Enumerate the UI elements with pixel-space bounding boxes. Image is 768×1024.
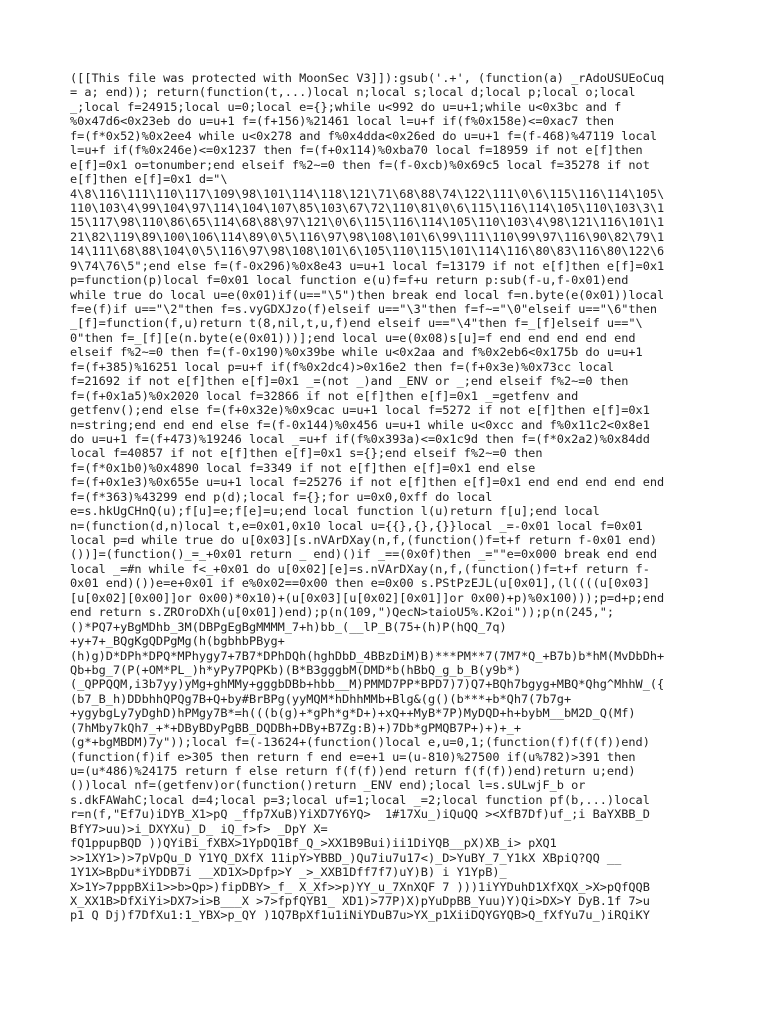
code-line: 0x01 end)())e=e+0x01 if e%0x02==0x00 then e=0x00 s.PStPzEJL(u[0x01],(l((((u[0x03] — [70, 576, 650, 591]
code-line: elseif f%2~=0 then f=(f-0x190)%0x39be while u<0x2aa and f%0x2eb6<0x175b do u=u+1 — [70, 345, 643, 360]
code-line: (g*+bgMBDM)7y"));local f=(-13624+(function()local e,u=0,1;(function(f)f(f(f))end) — [70, 735, 650, 750]
code-line: 14\111\68\88\104\0\5\116\97\98\108\101\6\105\110\115\101\114\116\80\83\116\80\122\6 — [70, 244, 665, 259]
code-line: _;local f=24915;local u=0;local e={};while u<992 do u=u+1;while u<0x3bc and f — [70, 99, 622, 114]
code-line: 4\8\116\111\110\117\109\98\101\114\118\121\71\68\88\74\122\111\0\6\115\116\114\105\ — [70, 186, 665, 201]
code-line: +ygybgLy7yDghD)hPMgy7B*=h(((b(g)+*gPh*g*D+)+xQ++MyB*7P)MyDQD+h+bybM__bM2D_Q(Mf) — [70, 706, 636, 721]
code-line: 21\82\119\89\100\106\114\89\0\5\116\97\98\108\101\6\99\111\110\99\97\116\90\82\79\1 — [70, 229, 665, 244]
code-line: e[f]=0x1 o=tonumber;end elseif f%2~=0 then f=(f-0xcb)%0x69c5 local f=35278 if not — [70, 157, 650, 172]
code-line: BfY7>uu)>i_DXYXu)_D_ iQ_f>f> _DpY X= — [70, 821, 328, 836]
code-line: [u[0x02][0x00]]or 0x00)*0x10)+(u[0x03][u[0x02][0x01]]or 0x00)+p)%0x100)));p=d+p;end — [70, 590, 665, 605]
code-line: f=(f*0x52)%0x2ee4 while u<0x278 and f%0x4dda<0x26ed do u=u+1 f=(f-468)%47119 local — [70, 128, 658, 143]
code-line: +y+7+_BQgKgQDPgMg(h(bgbhbPByg+ — [70, 634, 285, 649]
obfuscated-lua-code-block — [70, 71, 706, 923]
code-line: Qb+bg_7(P(+OM*PL_)h*yPy7PQPKb)(B*B3gggbM(DMD*b(hBbQ_g_b_B(y9b*) — [70, 662, 522, 677]
code-line: 9\74\76\5";end else f=(f-0x296)%0x8e43 u=u+1 local f=13179 if not e[f]then e[f]=0x1 — [70, 258, 665, 273]
code-line: r=n(f,"Ef7u)iDYB_X1>pQ _ffp7XuB)YiXD7Y6YQ> 1#17Xu_)iQuQQ ><XfB7Df)uf_;i BaYXBB_D — [70, 807, 650, 822]
code-line: do u=u+1 f=(f+473)%19246 local _=u+f if(f%0x393a)<=0x1c9d then f=(f*0x2a2)%0x84dd — [70, 431, 650, 446]
code-line: (b7_B_h)DDbhhQPQg7B+Q+by#BrBPg(yyMQM*hDhhMMb+Blg&(g()(b***+b*Qh7(7b7g+ — [70, 691, 572, 706]
code-line: l=u+f if(f%0x246e)<=0x1237 then f=(f+0x114)%0xba70 local f=18959 if not e[f]then — [70, 143, 643, 158]
code-line: = a; end)); return(function(t,...)local n;local s;local d;local p;local o;local — [70, 85, 636, 100]
code-line: end return s.ZROroDXh(u[0x01])end);p(n(109,")QecN>taioU5%.K2oi"));p(n(245,"; — [70, 605, 615, 620]
code-line: f=(f+0x1e3)%0x655e u=u+1 local f=25276 if not e[f]then e[f]=0x1 end end end end end — [70, 475, 665, 490]
code-line: f=e(f)if u=="\2"then f=s.vyGDXJzo(f)elseif u=="\3"then f=f~="\0"elseif u=="\6"then — [70, 302, 658, 316]
code-line: e=s.hkUgCHnQ(u);f[u]=e;f[e]=u;end local function l(u)return f[u];end local — [70, 504, 600, 519]
code-line: 110\103\4\99\104\97\114\104\107\85\103\67\72\110\81\0\6\115\116\114\105\110\103\3\1 — [70, 200, 665, 215]
code-line: (function(f)if e>305 then return f end e=e+1 u=(u-810)%27500 if(u%782)>391 then — [70, 749, 636, 764]
code-line: f=21692 if not e[f]then e[f]=0x1 _=(not _)and _ENV or _;end elseif f%2~=0 then — [70, 374, 629, 389]
code-line: p=function(p)local f=0x01 local function e(u)f=f+u return p:sub(f-u,f-0x01)end — [70, 273, 629, 288]
code-line: ([[This file was protected with MoonSec V3]]):gsub('.+', (function(a) _rAdoUSUEoCuq — [70, 71, 665, 85]
code-line: (h)g)D*DPh*DPQ*MPhygy7+7B7*DPhDQh(hghDbD_4BBzDiM)B)***PM**7(7M7*Q_+B7b)b*hM(MvDbDh+ — [70, 648, 665, 663]
code-line: >>1XY1>)>7pVpQu_D Y1YQ_DXfX 11ipY>YBBD_)Qu7iu7u17<)_D>YuBY_7_Y1kX XBpiQ?QQ __ — [70, 850, 622, 865]
code-line: ())local nf=(getfenv)or(function()return _ENV end);local l=s.sULwjF_b or — [70, 778, 586, 793]
code-line: n=string;end end end else f=(f-0x144)%0x456 u=u+1 while u<0xcc and f%0x11c2<0x8e1 — [70, 417, 650, 432]
code-line: X>1Y>7pppBXi1>>b>Qp>)fipDBY>_f_ X_Xf>>p)YY_u_7XnXQF 7 )))1iYYDuhD1XfXQX_>X>pQfQQB — [70, 879, 650, 894]
code-line: s.dkFAWahC;local d=4;local p=3;local uf=1;local _=2;local function pf(b,...)local — [70, 792, 650, 807]
code-line: X_XX1B>DfXiYi>DX7>i>B___X >7>fpfQYB1_ XD1)>77P)X)pYuDpBB_Yuu)Y)Qi>DX>Y DyB.1f 7>u — [70, 893, 650, 908]
code-line: local _=#n while f<_+0x01 do u[0x02][e]=s.nVArDXay(n,f,(function()f=t+f return f- — [70, 561, 650, 576]
code-line: ()*PQ7+yBgMDhb_3M(DBPgEgBgMMMM_7+h)bb_(__lP_B(75+(h)P(hQQ_7q) — [70, 619, 507, 634]
code-line: p1 Q Dj)f7DfXu1:1_YBX>p_QY )1Q7BpXf1u1iNiYDuB7u>YX_p1XiiDQYGYQB>Q_fXfYu7u_)iRQiKY — [70, 908, 650, 923]
code-line: (_QPPQQM,i3b7yy)yMg+ghMMy+gggbDBb+hbb__M)PMMD7PP*BPD7)7)Q7+BQh7bgyg+MBQ*Qhg^MhhW_({ — [70, 677, 665, 692]
code-line: u=(u*486)%24175 return f else return f(f(f))end return f(f(f))end)return u;end) — [70, 764, 636, 778]
code-line: n=(function(d,n)local t,e=0x01,0x10 local u={{},{},{}}local _=-0x01 local f=0x01 — [70, 518, 643, 533]
code-line: fQ1ppupBQD ))QYiBi_fXBX>1YpDQ1Bf_Q_>XX1B9Bui)ii1DiYQB__pX)XB_i> pXQ1 — [70, 836, 557, 851]
code-line: e[f]then e[f]=0x1 d="\ — [70, 172, 228, 187]
code-line: local p=d while true do u[0x03][s.nVArDXay(n,f,(function()f=t+f return f-0x01 end) — [70, 533, 658, 547]
code-line: 1Y1X>BpDu*iYDDB7i __XD1X>Dpfp>Y _>_XXB1Dff7f7)uY)B) i Y1YpB)_ — [70, 865, 507, 880]
code-line: f=(f*0x1b0)%0x4890 local f=3349 if not e[f]then e[f]=0x1 end else — [70, 460, 536, 475]
code-line: while true do local u=e(0x01)if(u=="\5")then break end local f=n.byte(e(0x01))local — [70, 287, 665, 302]
code-line: f=(f+0x1a5)%0x2020 local f=32866 if not e[f]then e[f]=0x1 _=getfenv and — [70, 388, 579, 403]
code-line: 0"then f=_[f][e(n.byte(e(0x01)))];end local u=e(0x08)s[u]=f end end end end end — [70, 330, 636, 345]
code-line: (7hMby7kQh7_+*+DByBDyPgBB_DQDBh+DBy+B7Zg:B)+)7Db*gPMQB7P+)+)+_+ — [70, 720, 522, 735]
code-line: ())]=(function()_=_+0x01 return _ end)()if _==(0x0f)then _=""e=0x000 break end end — [70, 547, 658, 562]
code-line: getfenv();end else f=(f+0x32e)%0x9cac u=u+1 local f=5272 if not e[f]then e[f]=0x1 — [70, 403, 650, 418]
code-line: f=(f+385)%16251 local p=u+f if(f%0x2dc4)>0x16e2 then f=(f+0x3e)%0x73cc local — [70, 359, 615, 374]
code-line: local f=40857 if not e[f]then e[f]=0x1 s={};end elseif f%2~=0 then — [70, 446, 543, 461]
code-line: 15\117\98\110\86\65\114\68\88\97\121\0\6\115\116\114\105\110\103\4\98\121\116\101\1 — [70, 215, 665, 230]
code-line: _[f]=function(f,u)return t(8,nil,t,u,f)end elseif u=="\4"then f=_[f]elseif u=="\ — [70, 316, 643, 331]
code-line: %0x47d6<0x23eb do u=u+1 f=(f+156)%21461 local l=u+f if(f%0x158e)<=0xac7 then — [70, 114, 615, 129]
code-line: f=(f*363)%43299 end p(d);local f={};for u=0x0,0xff do local — [70, 489, 493, 504]
